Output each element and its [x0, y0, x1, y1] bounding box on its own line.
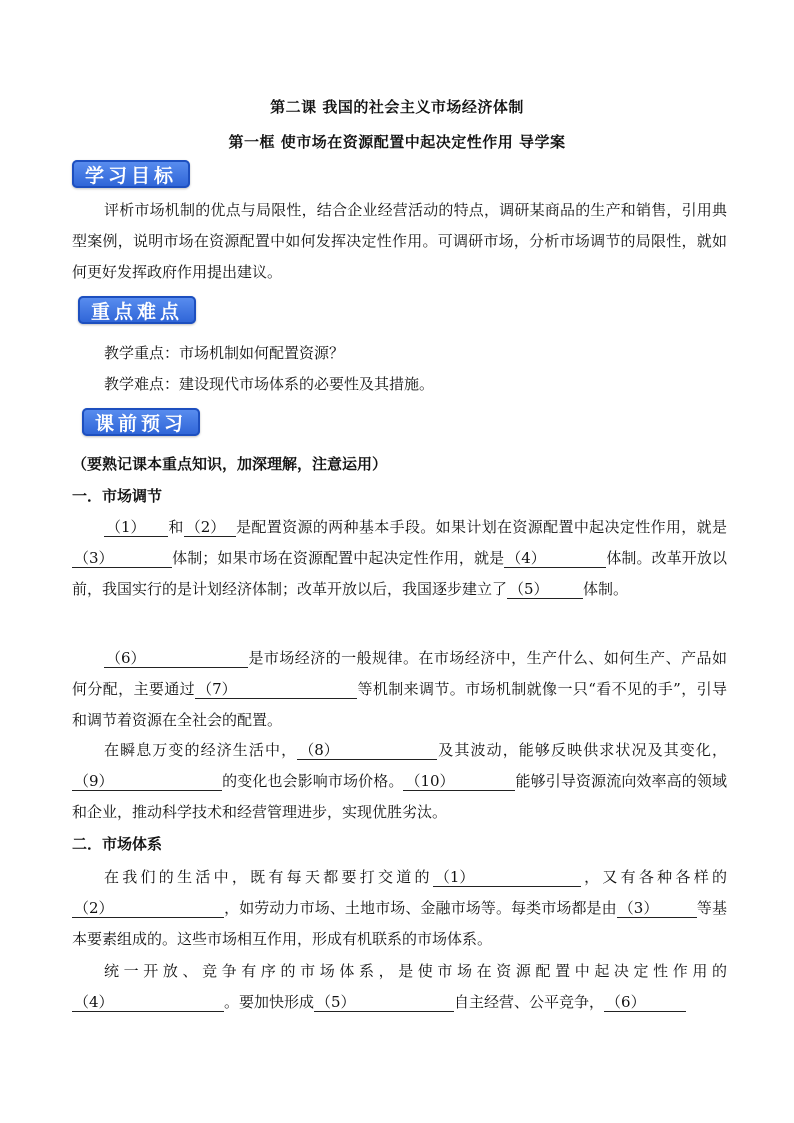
- key-points-banner: 重点难点: [78, 296, 196, 324]
- section2-paragraph-1: 在我们的生活中，既有每天都要打交道的 （1） ，又有各种各样的（2） ，如劳动力市场、土地市场、金融市场等。每类市场都是由 （3） 等基本要素组成的。这些市场相互作用，形成有机联系的市场体系。: [72, 868, 727, 948]
- blank-s2-3[interactable]: （3）: [617, 899, 697, 918]
- section2-heading: 二．市场体系: [72, 835, 163, 853]
- objectives-text: 评析市场机制的优点与局限性，结合企业经营活动的特点，调研某商品的生产和销售，引用典型案例，说明市场在资源配置中如何发挥决定性作用。可调研市场，分析市场调节的局限性，就如何更好发挥政府作用提出建议。: [72, 201, 727, 281]
- objectives-banner: 学习目标: [72, 160, 190, 188]
- preview-banner: 课前预习: [82, 408, 200, 436]
- section-title: 第一框 使市场在资源配置中起决定性作用 导学案: [228, 133, 566, 151]
- blank-3[interactable]: （3）: [72, 549, 172, 568]
- blank-9[interactable]: （9）: [72, 772, 222, 791]
- section2-paragraph-2: 统一开放、竞争有序的市场体系，是使市场在资源配置中起决定性作用的（4） 。要加快形成 （5） 自主经营、公平竞争， （6）: [74, 962, 727, 1011]
- blank-5[interactable]: （5）: [507, 580, 583, 599]
- blank-s2-4[interactable]: （4）: [72, 993, 224, 1012]
- lesson-title: 第二课 我国的社会主义市场经济体制: [270, 98, 524, 116]
- blank-s2-2[interactable]: （2）: [72, 899, 224, 918]
- preview-note: （要熟记课本重点知识，加深理解，注意运用）: [72, 455, 388, 473]
- blank-10[interactable]: （10）: [403, 772, 515, 791]
- blank-7[interactable]: （7）: [195, 680, 357, 699]
- blank-s2-5[interactable]: （5）: [314, 993, 454, 1012]
- blank-4[interactable]: （4）: [504, 549, 606, 568]
- teaching-focus: 教学重点：市场机制如何配置资源？: [104, 344, 345, 362]
- blank-2[interactable]: （2）: [184, 518, 236, 537]
- blank-1[interactable]: （1）: [104, 518, 168, 537]
- section1-paragraph-3: 在瞬息万变的经济生活中， （8） 及其波动，能够反映供求状况及其变化，（9） 的变化也会影响市场价格。 （10） 能够引导资源流向效率高的领域和企业，推动科学技术和经营管理进步，实现优胜劣汰。: [72, 741, 727, 821]
- section1-paragraph-2: （6） 是市场经济的一般规律。在市场经济中，生产什么、如何生产、产品如何分配，主要通过 （7） 等机制来调节。市场机制就像一只“看不见的手”，引导和调节着资源在全社会的配置。: [72, 649, 727, 729]
- blank-s2-6[interactable]: （6）: [604, 993, 686, 1012]
- blank-6[interactable]: （6）: [104, 649, 248, 668]
- teaching-difficulty: 教学难点：建设现代市场体系的必要性及其措施。: [104, 375, 435, 393]
- section1-paragraph-1: （1） 和 （2） 是配置资源的两种基本手段。如果计划在资源配置中起决定性作用，就是（3） 体制；如果市场在资源配置中起决定性作用，就是 （4） 体制。改革开放以前，我国实行的是计划经济体制；改革开放以后，我国逐步建立了 （5） 体制。: [72, 518, 727, 598]
- blank-s2-1[interactable]: （1）: [433, 868, 581, 887]
- blank-8[interactable]: （8）: [297, 741, 437, 760]
- section1-heading: 一．市场调节: [72, 487, 163, 505]
